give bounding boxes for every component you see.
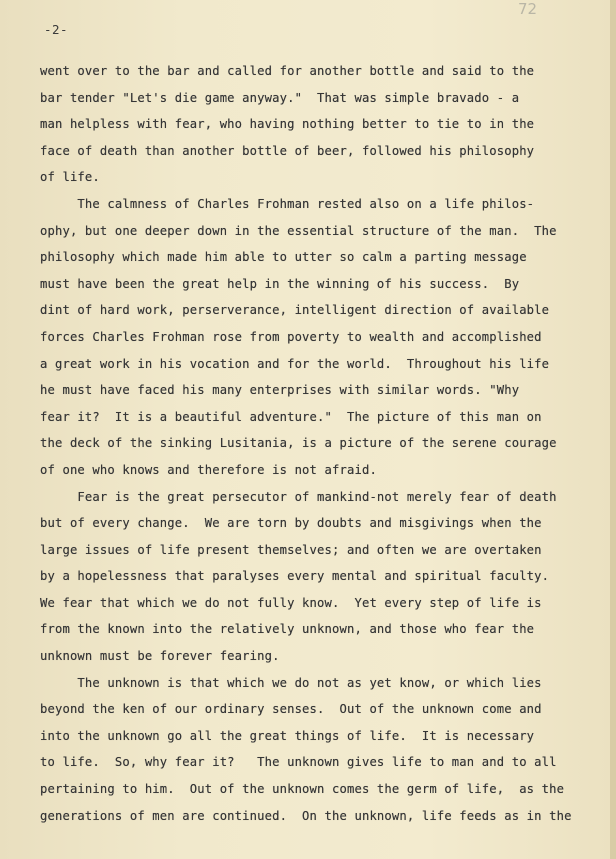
page-number: -2- <box>44 22 69 37</box>
text-line: fear it? It is a beautiful adventure." The picture of this man on <box>40 409 542 424</box>
text-line: ophy, but one deeper down in the essential structure of the man. The <box>40 223 557 238</box>
text-line: beyond the ken of our ordinary senses. Out of the unknown come and <box>40 702 542 717</box>
text-line: bar tender "Let's die game anyway." That was simple bravado - a <box>40 90 520 105</box>
text-line: generations of men are continued. On the unknown, life feeds as in the <box>40 808 572 823</box>
text-line: pertaining to him. Out of the unknown comes the germ of life, as the <box>40 782 565 797</box>
text-line: philosophy which made him able to utter so calm a parting message <box>40 250 527 265</box>
text-line: man helpless with fear, who having nothing better to tie to in the <box>40 117 535 132</box>
text-line: must have been the great help in the winning of his success. By <box>40 276 520 291</box>
text-line: The unknown is that which we do not as yet know, or which lies <box>40 675 542 690</box>
corner-page-mark: 72 <box>518 0 538 18</box>
text-line: from the known into the relatively unknown, and those who fear the <box>40 622 535 637</box>
text-line: by a hopelessness that paralyses every mental and spiritual faculty. <box>40 569 550 584</box>
text-line: of life. <box>40 170 100 185</box>
text-line: of one who knows and therefore is not afraid. <box>40 462 377 477</box>
text-line: a great work in his vocation and for the world. Throughout his life <box>40 356 550 371</box>
text-line: We fear that which we do not fully know. Yet every step of life is <box>40 595 542 610</box>
text-line: face of death than another bottle of beer, followed his philosophy <box>40 143 535 158</box>
text-line: unknown must be forever fearing. <box>40 649 280 664</box>
text-line: but of every change. We are torn by doubts and misgivings when the <box>40 516 542 531</box>
text-line: The calmness of Charles Frohman rested also on a life philos- <box>40 196 535 211</box>
text-line: forces Charles Frohman rose from poverty to wealth and accomplished <box>40 329 542 344</box>
text-line: went over to the bar and called for another bottle and said to the <box>40 64 535 78</box>
body-text <box>40 58 600 829</box>
text-line: large issues of life present themselves; and often we are overtaken <box>40 542 542 557</box>
text-line: to life. So, why fear it? The unknown gives life to man and to all <box>40 755 557 770</box>
text-line: he must have faced his many enterprises with similar words. "Why <box>40 383 520 398</box>
text-line: the deck of the sinking Lusitania, is a picture of the serene courage <box>40 436 557 451</box>
text-line: into the unknown go all the great things of life. It is necessary <box>40 728 535 743</box>
text-line: dint of hard work, perserverance, intelligent direction of available <box>40 303 550 318</box>
text-line: Fear is the great persecutor of mankind-not merely fear of death <box>40 489 557 504</box>
